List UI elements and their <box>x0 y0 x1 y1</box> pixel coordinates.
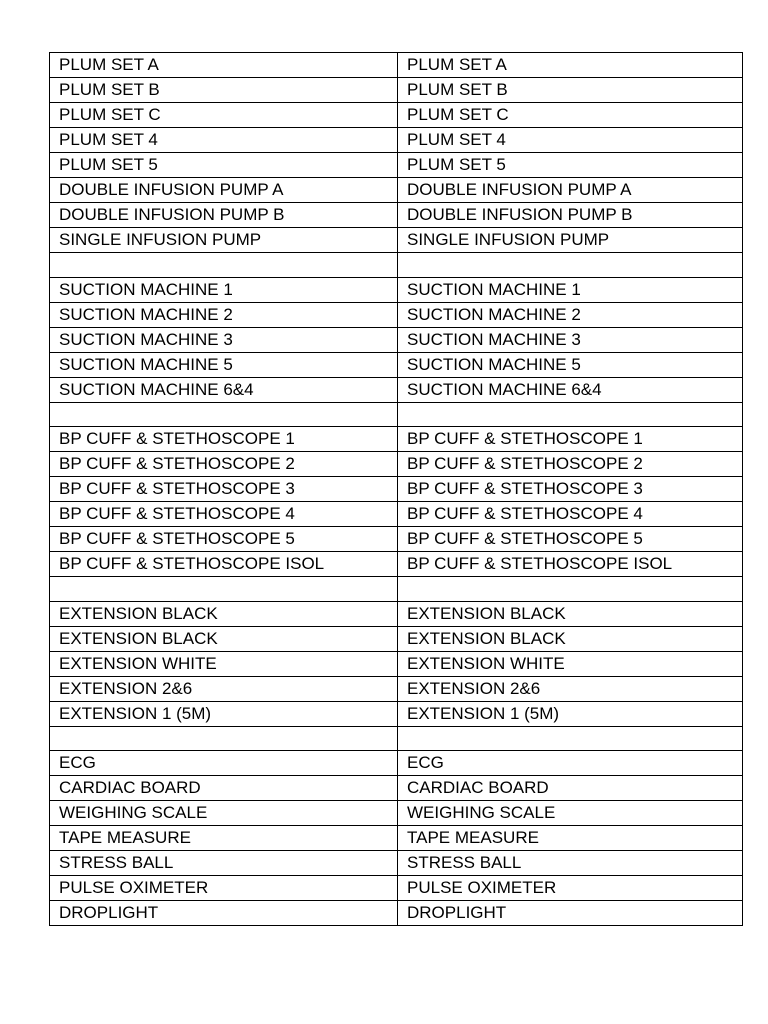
cell-left: EXTENSION BLACK <box>50 626 398 651</box>
table-row <box>50 477 743 502</box>
document-page <box>49 52 742 926</box>
cell-right: PLUM SET 4 <box>398 128 743 153</box>
cell-right: BP CUFF & STETHOSCOPE ISOL <box>398 552 743 577</box>
table-row <box>50 626 743 651</box>
table-row <box>50 502 743 527</box>
table-row <box>50 552 743 577</box>
cell-right: PLUM SET A <box>398 53 743 78</box>
table-row <box>50 701 743 726</box>
table-row <box>50 851 743 876</box>
table-row <box>50 751 743 776</box>
cell-right: SUCTION MACHINE 5 <box>398 352 743 377</box>
cell-right: BP CUFF & STETHOSCOPE 5 <box>398 527 743 552</box>
equipment-table-body <box>50 53 743 926</box>
cell-right: SUCTION MACHINE 1 <box>398 277 743 302</box>
table-row <box>50 302 743 327</box>
cell-right: DROPLIGHT <box>398 901 743 926</box>
cell-left: PLUM SET A <box>50 53 398 78</box>
cell-left: SUCTION MACHINE 5 <box>50 352 398 377</box>
cell-right <box>398 577 743 602</box>
table-row <box>50 178 743 203</box>
cell-right: WEIGHING SCALE <box>398 801 743 826</box>
table-row <box>50 53 743 78</box>
table-row <box>50 901 743 926</box>
table-row <box>50 452 743 477</box>
cell-left <box>50 253 398 278</box>
table-row <box>50 203 743 228</box>
cell-right <box>398 253 743 278</box>
cell-right: EXTENSION 2&6 <box>398 676 743 701</box>
cell-left <box>50 402 398 427</box>
cell-left: BP CUFF & STETHOSCOPE 4 <box>50 502 398 527</box>
table-row <box>50 327 743 352</box>
table-row <box>50 726 743 751</box>
table-row <box>50 651 743 676</box>
table-row <box>50 402 743 427</box>
cell-right: BP CUFF & STETHOSCOPE 2 <box>398 452 743 477</box>
cell-right: BP CUFF & STETHOSCOPE 3 <box>398 477 743 502</box>
cell-right: PULSE OXIMETER <box>398 876 743 901</box>
cell-right: EXTENSION BLACK <box>398 626 743 651</box>
table-row <box>50 128 743 153</box>
cell-right: ECG <box>398 751 743 776</box>
equipment-table <box>49 52 743 926</box>
cell-left: EXTENSION 2&6 <box>50 676 398 701</box>
table-row <box>50 228 743 253</box>
cell-right: EXTENSION BLACK <box>398 601 743 626</box>
cell-right: BP CUFF & STETHOSCOPE 1 <box>398 427 743 452</box>
cell-right: EXTENSION 1 (5M) <box>398 701 743 726</box>
cell-right: DOUBLE INFUSION PUMP A <box>398 178 743 203</box>
cell-left: ECG <box>50 751 398 776</box>
cell-left: DOUBLE INFUSION PUMP A <box>50 178 398 203</box>
cell-right <box>398 402 743 427</box>
cell-left <box>50 726 398 751</box>
cell-right: PLUM SET C <box>398 103 743 128</box>
cell-left: DOUBLE INFUSION PUMP B <box>50 203 398 228</box>
table-row <box>50 253 743 278</box>
cell-left: SINGLE INFUSION PUMP <box>50 228 398 253</box>
table-row <box>50 427 743 452</box>
table-row <box>50 876 743 901</box>
cell-right: EXTENSION WHITE <box>398 651 743 676</box>
table-row <box>50 78 743 103</box>
cell-right: BP CUFF & STETHOSCOPE 4 <box>398 502 743 527</box>
cell-right <box>398 726 743 751</box>
cell-left: PLUM SET C <box>50 103 398 128</box>
cell-left: SUCTION MACHINE 3 <box>50 327 398 352</box>
cell-left: SUCTION MACHINE 2 <box>50 302 398 327</box>
cell-right: CARDIAC BOARD <box>398 776 743 801</box>
table-row <box>50 153 743 178</box>
table-row <box>50 277 743 302</box>
cell-right: STRESS BALL <box>398 851 743 876</box>
table-row <box>50 801 743 826</box>
cell-right: SUCTION MACHINE 6&4 <box>398 377 743 402</box>
cell-right: PLUM SET 5 <box>398 153 743 178</box>
cell-left: BP CUFF & STETHOSCOPE ISOL <box>50 552 398 577</box>
cell-left <box>50 577 398 602</box>
cell-right: DOUBLE INFUSION PUMP B <box>398 203 743 228</box>
cell-left: PLUM SET 5 <box>50 153 398 178</box>
table-row <box>50 776 743 801</box>
cell-right: PLUM SET B <box>398 78 743 103</box>
cell-right: SUCTION MACHINE 3 <box>398 327 743 352</box>
table-row <box>50 676 743 701</box>
table-row <box>50 601 743 626</box>
cell-right: TAPE MEASURE <box>398 826 743 851</box>
cell-left: BP CUFF & STETHOSCOPE 2 <box>50 452 398 477</box>
cell-left: STRESS BALL <box>50 851 398 876</box>
cell-left: PLUM SET B <box>50 78 398 103</box>
cell-left: DROPLIGHT <box>50 901 398 926</box>
cell-left: EXTENSION WHITE <box>50 651 398 676</box>
cell-left: EXTENSION BLACK <box>50 601 398 626</box>
cell-left: CARDIAC BOARD <box>50 776 398 801</box>
table-row <box>50 577 743 602</box>
cell-right: SUCTION MACHINE 2 <box>398 302 743 327</box>
cell-right: SINGLE INFUSION PUMP <box>398 228 743 253</box>
cell-left: SUCTION MACHINE 6&4 <box>50 377 398 402</box>
table-row <box>50 352 743 377</box>
cell-left: PULSE OXIMETER <box>50 876 398 901</box>
cell-left: BP CUFF & STETHOSCOPE 3 <box>50 477 398 502</box>
cell-left: BP CUFF & STETHOSCOPE 1 <box>50 427 398 452</box>
cell-left: WEIGHING SCALE <box>50 801 398 826</box>
table-row <box>50 527 743 552</box>
table-row <box>50 826 743 851</box>
cell-left: EXTENSION 1 (5M) <box>50 701 398 726</box>
cell-left: BP CUFF & STETHOSCOPE 5 <box>50 527 398 552</box>
table-row <box>50 103 743 128</box>
cell-left: PLUM SET 4 <box>50 128 398 153</box>
cell-left: SUCTION MACHINE 1 <box>50 277 398 302</box>
cell-left: TAPE MEASURE <box>50 826 398 851</box>
table-row <box>50 377 743 402</box>
